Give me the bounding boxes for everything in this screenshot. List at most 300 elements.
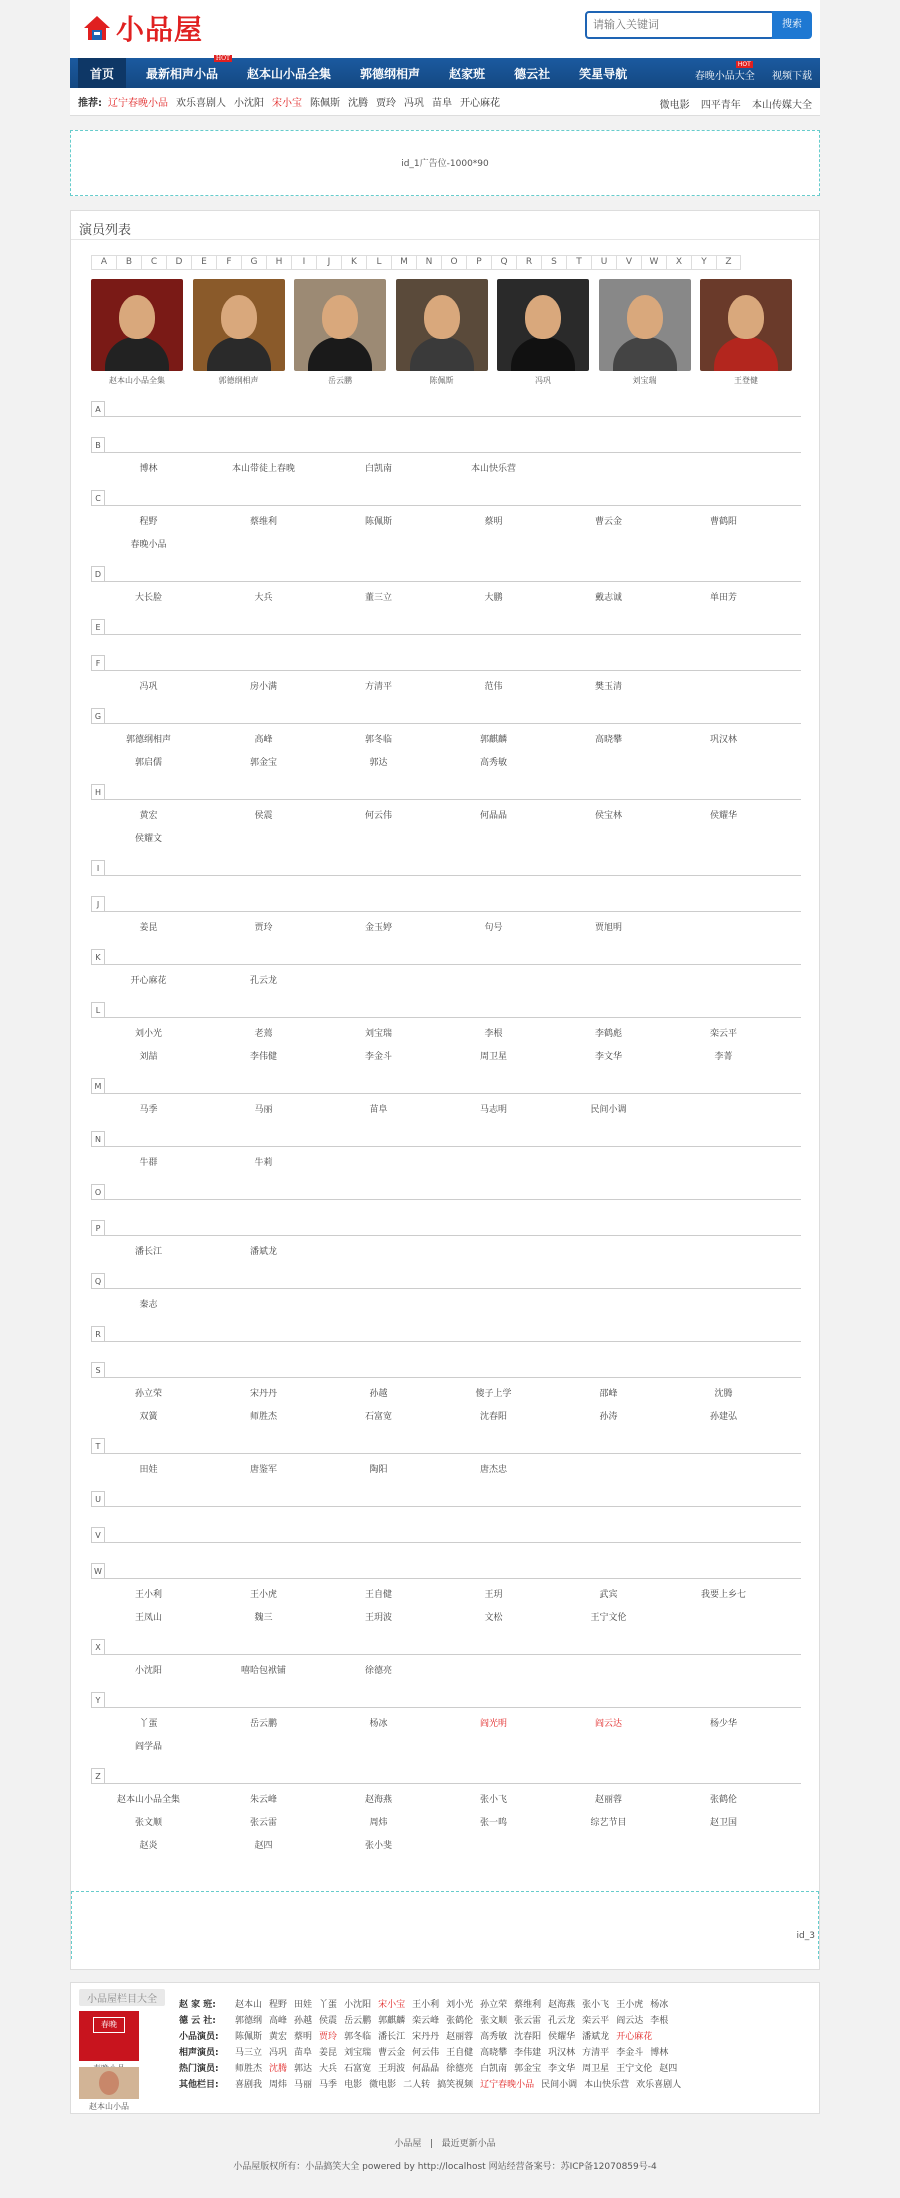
actor-link[interactable]: 春晚小品 <box>130 540 167 550</box>
directory-link[interactable]: 何云伟 <box>412 2047 440 2058</box>
letter-index-item[interactable]: Z <box>716 255 741 270</box>
actor-photo[interactable] <box>700 279 792 371</box>
actor-link[interactable]: 潘斌龙 <box>249 1247 277 1257</box>
actor-link[interactable]: 牛群 <box>139 1158 158 1168</box>
directory-link[interactable]: 开心麻花 <box>616 2031 653 2042</box>
portrait-face <box>525 295 561 339</box>
nav-item-deyunshe[interactable]: 德云社 <box>514 66 551 81</box>
directory-link[interactable]: 白凯南 <box>480 2063 508 2074</box>
letter-index-item[interactable]: D <box>166 255 191 270</box>
actor-photo[interactable] <box>193 279 285 371</box>
directory-link[interactable]: 高晓攀 <box>480 2047 508 2058</box>
actor-link[interactable]: 金玉婷 <box>364 923 392 933</box>
directory-link[interactable]: 宋小宝 <box>378 1999 406 2010</box>
ad-label: id_3 <box>796 1931 815 1941</box>
actor-link[interactable]: 博林 <box>139 464 158 474</box>
actor-link[interactable]: 何云伟 <box>364 811 392 821</box>
recommend-link[interactable]: 苗阜 <box>432 98 452 109</box>
directory-link[interactable]: 孙立荣 <box>480 1999 508 2010</box>
gala-poster[interactable] <box>79 2011 139 2061</box>
actor-caption[interactable]: 陈佩斯 <box>429 376 454 385</box>
letter-section <box>91 1527 801 1543</box>
nav-item-zhaobenshan[interactable]: 赵本山小品全集 <box>247 66 332 81</box>
actor-link[interactable]: 阎学晶 <box>134 1742 162 1752</box>
directory-link[interactable]: 岳云鹏 <box>344 2015 372 2026</box>
actor-link[interactable]: 杨冰 <box>369 1719 388 1729</box>
actor-link[interactable]: 徐德亮 <box>364 1666 392 1676</box>
directory-link[interactable]: 孙越 <box>294 2015 313 2026</box>
actor-link[interactable]: 张鹤伦 <box>709 1795 737 1805</box>
actor-link[interactable]: 孙建弘 <box>709 1412 737 1422</box>
recommend-right-link[interactable]: 本山传媒大全 <box>752 100 812 111</box>
directory-link[interactable]: 刘小光 <box>446 1999 474 2010</box>
letter-index-item[interactable]: J <box>316 255 341 270</box>
actor-link[interactable]: 张小斐 <box>364 1841 392 1851</box>
actor-link[interactable]: 刘喆 <box>139 1052 158 1062</box>
actor-link[interactable]: 冯巩 <box>139 682 158 692</box>
directory-link[interactable]: 喜剧我 <box>235 2079 263 2090</box>
directory-link[interactable]: 黄宏 <box>269 2031 288 2042</box>
actor-link[interactable]: 程野 <box>139 517 158 527</box>
recommend-link[interactable]: 冯巩 <box>404 98 424 109</box>
directory-link[interactable]: 侯震 <box>319 2015 338 2026</box>
actor-link[interactable]: 刘宝瑞 <box>364 1029 392 1039</box>
actor-link[interactable]: 魏三 <box>254 1613 273 1623</box>
recommend-link[interactable]: 欢乐喜剧人 <box>176 98 226 109</box>
actor-link[interactable]: 杨少华 <box>709 1719 737 1729</box>
directory-link[interactable]: 民间小调 <box>541 2079 578 2090</box>
actor-link[interactable]: 宋丹丹 <box>249 1389 277 1399</box>
letter-index-item[interactable]: Y <box>691 255 716 270</box>
actor-photo[interactable] <box>294 279 386 371</box>
nav-item-star-nav[interactable]: 笑星导航 <box>579 66 628 81</box>
actor-link[interactable]: 侯耀文 <box>134 834 162 844</box>
section-letter: J <box>91 896 105 912</box>
actor-link[interactable]: 李鹤彪 <box>594 1029 622 1039</box>
actor-link[interactable]: 苗阜 <box>369 1105 388 1115</box>
letter-index-item[interactable]: X <box>666 255 691 270</box>
directory-link[interactable]: 师胜杰 <box>235 2063 263 2074</box>
actor-link[interactable]: 阎光明 <box>479 1719 507 1729</box>
zhaobenshan-poster-caption[interactable]: 赵本山小品 <box>89 2102 129 2111</box>
actor-link[interactable]: 邵峰 <box>599 1389 618 1399</box>
actor-link[interactable]: 王凤山 <box>134 1613 162 1623</box>
directory-link[interactable]: 马丽 <box>294 2079 313 2090</box>
actor-link[interactable]: 李根 <box>484 1029 503 1039</box>
actor-caption[interactable]: 冯巩 <box>535 376 551 385</box>
letter-index-item[interactable]: M <box>391 255 416 270</box>
directory-link[interactable]: 沈春阳 <box>514 2031 542 2042</box>
search-button[interactable]: 搜索 <box>772 11 812 39</box>
section-divider <box>91 1093 801 1094</box>
actor-link[interactable]: 王玥波 <box>364 1613 392 1623</box>
letter-index-item[interactable]: P <box>466 255 491 270</box>
directory-link[interactable]: 王宁文伦 <box>616 2063 653 2074</box>
recommend-link[interactable]: 宋小宝 <box>272 98 302 109</box>
actor-link[interactable]: 房小满 <box>249 682 277 692</box>
actor-link[interactable]: 王自健 <box>364 1590 392 1600</box>
actor-link[interactable]: 开心麻花 <box>130 976 167 986</box>
footer-separator: | <box>429 2139 434 2149</box>
ad-banner-top[interactable]: id_1广告位-1000*90 <box>70 130 820 196</box>
actor-link[interactable]: 嘻哈包袱铺 <box>240 1666 286 1676</box>
directory-link[interactable]: 潘长江 <box>378 2031 406 2042</box>
actor-link[interactable]: 大鹏 <box>484 593 503 603</box>
directory-link[interactable]: 大兵 <box>319 2063 338 2074</box>
actor-link[interactable]: 民间小调 <box>590 1105 627 1115</box>
directory-link[interactable]: 郭麒麟 <box>378 2015 406 2026</box>
directory-link[interactable]: 张小飞 <box>582 1999 610 2010</box>
letter-index-item[interactable]: F <box>216 255 241 270</box>
directory-link[interactable]: 方清平 <box>582 2047 610 2058</box>
directory-link[interactable]: 田娃 <box>294 1999 313 2010</box>
actor-link[interactable]: 高晓攀 <box>594 735 622 745</box>
actor-link[interactable]: 文松 <box>484 1613 503 1623</box>
letter-section <box>91 1184 801 1200</box>
directory-link[interactable]: 张鹤伦 <box>446 2015 474 2026</box>
directory-link[interactable]: 贾玲 <box>319 2031 338 2042</box>
letter-index-item[interactable]: W <box>641 255 666 270</box>
actor-link[interactable]: 赵炎 <box>139 1841 158 1851</box>
actor-link[interactable]: 巩汉林 <box>709 735 737 745</box>
actor-link[interactable]: 孔云龙 <box>249 976 277 986</box>
actor-link[interactable]: 张一鸣 <box>479 1818 507 1828</box>
actor-link[interactable]: 武宾 <box>599 1590 618 1600</box>
actor-link[interactable]: 赵卫国 <box>709 1818 737 1828</box>
section-divider <box>91 1707 801 1708</box>
actor-link[interactable]: 李伟健 <box>249 1052 277 1062</box>
directory-link[interactable]: 何晶晶 <box>412 2063 440 2074</box>
directory-link[interactable]: 蔡维利 <box>514 1999 542 2010</box>
actor-caption[interactable]: 王登健 <box>734 376 758 385</box>
directory-link[interactable]: 微电影 <box>369 2079 397 2090</box>
actor-link[interactable]: 郭麒麟 <box>479 735 507 745</box>
actor-link[interactable]: 高秀敏 <box>479 758 507 768</box>
actor-link[interactable]: 本山快乐营 <box>470 464 516 474</box>
directory-link[interactable]: 李伟建 <box>514 2047 542 2058</box>
actor-link[interactable]: 郭金宝 <box>249 758 277 768</box>
letter-index-item[interactable]: A <box>91 255 116 270</box>
letter-index-item[interactable]: T <box>566 255 591 270</box>
directory-link[interactable]: 郭冬临 <box>344 2031 372 2042</box>
actor-link[interactable]: 刘小光 <box>134 1029 162 1039</box>
directory-link[interactable]: 高峰 <box>269 2015 288 2026</box>
directory-link[interactable]: 侯耀华 <box>548 2031 576 2042</box>
directory-link[interactable]: 曹云金 <box>378 2047 406 2058</box>
letter-index-item[interactable]: V <box>616 255 641 270</box>
directory-link[interactable]: 程野 <box>269 1999 288 2010</box>
actor-link[interactable]: 阎云达 <box>594 1719 622 1729</box>
actor-link[interactable]: 师胜杰 <box>249 1412 277 1422</box>
nav-item-latest[interactable] <box>146 54 231 82</box>
directory-link[interactable]: 潘斌龙 <box>582 2031 610 2042</box>
actor-photo[interactable] <box>396 279 488 371</box>
actor-link[interactable]: 张文顺 <box>134 1818 162 1828</box>
ad-banner-bottom[interactable] <box>71 1891 819 1959</box>
actor-link[interactable]: 沈春阳 <box>479 1412 507 1422</box>
directory-link[interactable]: 郭达 <box>294 2063 313 2074</box>
actor-link[interactable]: 郭达 <box>369 758 388 768</box>
directory-link[interactable]: 孔云龙 <box>548 2015 576 2026</box>
footer-link-home[interactable]: 小品屋 <box>394 2139 422 2149</box>
actor-link[interactable]: 曹云金 <box>594 517 622 527</box>
recommend-link[interactable]: 小沈阳 <box>234 98 264 109</box>
letter-index-item[interactable]: I <box>291 255 316 270</box>
actor-link[interactable]: 岳云鹏 <box>249 1719 277 1729</box>
actor-link[interactable]: 樊玉清 <box>594 682 622 692</box>
actor-link[interactable]: 周炜 <box>369 1818 388 1828</box>
actor-link[interactable]: 丫蛋 <box>139 1719 158 1729</box>
actor-link[interactable]: 王小利 <box>134 1590 162 1600</box>
actor-link[interactable]: 李文华 <box>594 1052 622 1062</box>
section-head <box>91 1220 801 1236</box>
search-input[interactable] <box>585 11 775 39</box>
directory-link[interactable]: 周炜 <box>269 2079 288 2090</box>
site-logo[interactable] <box>82 8 203 48</box>
directory-link[interactable]: 张文顺 <box>480 2015 508 2026</box>
actor-link[interactable]: 综艺节目 <box>590 1818 627 1828</box>
actor-names <box>91 453 801 490</box>
actor-names <box>91 1454 801 1491</box>
actor-link[interactable]: 郭德纲相声 <box>125 735 171 745</box>
featured-actor[interactable] <box>599 279 691 386</box>
letter-index-item[interactable]: Q <box>491 255 516 270</box>
recommend-right-link[interactable]: 四平青年 <box>700 100 741 111</box>
actor-link[interactable]: 傻子上学 <box>475 1389 512 1399</box>
featured-actor[interactable] <box>193 279 285 386</box>
directory-link[interactable]: 高秀敏 <box>480 2031 508 2042</box>
actor-link[interactable]: 句号 <box>484 923 503 933</box>
actor-link[interactable]: 马丽 <box>254 1105 273 1115</box>
letter-index-item[interactable]: H <box>266 255 291 270</box>
actor-link[interactable]: 唐杰忠 <box>479 1465 507 1475</box>
actor-link[interactable]: 本山带徒上春晚 <box>231 464 295 474</box>
directory-link[interactable]: 杨冰 <box>650 1999 669 2010</box>
recommend-link[interactable]: 辽宁春晚小品 <box>108 98 168 109</box>
featured-actor[interactable] <box>497 279 589 386</box>
actor-link[interactable]: 张云雷 <box>249 1818 277 1828</box>
directory-link[interactable]: 栾云峰 <box>412 2015 440 2026</box>
actor-link[interactable]: 侯震 <box>254 811 273 821</box>
directory-link[interactable]: 丫蛋 <box>319 1999 338 2010</box>
actor-link[interactable]: 陶阳 <box>369 1465 388 1475</box>
actor-names <box>91 912 801 949</box>
directory-link[interactable]: 电影 <box>344 2079 363 2090</box>
directory-link[interactable]: 宋丹丹 <box>412 2031 440 2042</box>
recommend-link[interactable]: 沈腾 <box>348 98 368 109</box>
nav-item-guodegang[interactable]: 郭德纲相声 <box>360 66 421 81</box>
featured-actor[interactable] <box>700 279 792 386</box>
actor-link[interactable]: 赵本山小品全集 <box>116 1795 180 1805</box>
actor-link[interactable]: 王宁文伦 <box>590 1613 627 1623</box>
section-head <box>91 1273 801 1289</box>
actor-link[interactable]: 双簧 <box>139 1412 158 1422</box>
directory-link[interactable]: 李金斗 <box>616 2047 644 2058</box>
actor-link[interactable]: 范伟 <box>484 682 503 692</box>
actor-caption[interactable]: 岳云鹏 <box>328 376 352 385</box>
actor-link[interactable]: 王小虎 <box>249 1590 277 1600</box>
actor-link[interactable]: 赵丽蓉 <box>594 1795 622 1805</box>
actor-link[interactable]: 石富宽 <box>364 1412 392 1422</box>
directory-link[interactable]: 辽宁春晚小品 <box>480 2079 535 2090</box>
directory-link[interactable]: 王小利 <box>412 1999 440 2010</box>
actor-link[interactable]: 沈腾 <box>714 1389 733 1399</box>
directory-link[interactable]: 张云雷 <box>514 2015 542 2026</box>
letter-index-item[interactable]: E <box>191 255 216 270</box>
actor-link[interactable]: 孙越 <box>369 1389 388 1399</box>
actor-link[interactable]: 戴志诚 <box>594 593 622 603</box>
directory-link[interactable]: 王自健 <box>446 2047 474 2058</box>
letter-index-item[interactable]: L <box>366 255 391 270</box>
actor-link[interactable]: 高峰 <box>254 735 273 745</box>
actor-link[interactable]: 栾云平 <box>709 1029 737 1039</box>
actor-link[interactable]: 牛莉 <box>254 1158 273 1168</box>
directory-link[interactable]: 刘宝瑞 <box>344 2047 372 2058</box>
directory-link[interactable]: 小沈阳 <box>344 1999 372 2010</box>
actor-link[interactable]: 蔡维利 <box>249 517 277 527</box>
recommend-link[interactable]: 陈佩斯 <box>310 98 340 109</box>
actor-photo[interactable] <box>599 279 691 371</box>
letter-index-item[interactable]: C <box>141 255 166 270</box>
featured-actors <box>91 279 802 386</box>
directory-link[interactable]: 本山快乐营 <box>584 2079 630 2090</box>
actor-link[interactable]: 秦志 <box>139 1300 158 1310</box>
actor-link[interactable]: 周卫星 <box>479 1052 507 1062</box>
actor-link[interactable]: 姜昆 <box>139 923 158 933</box>
actor-link[interactable]: 田娃 <box>139 1465 158 1475</box>
actor-link[interactable]: 李金斗 <box>364 1052 392 1062</box>
actor-link[interactable]: 唐鉴军 <box>249 1465 277 1475</box>
directory-link[interactable]: 赵本山 <box>235 1999 263 2010</box>
actor-link[interactable]: 贾玲 <box>254 923 273 933</box>
actor-link[interactable]: 赵海燕 <box>364 1795 392 1805</box>
directory-link[interactable]: 徐德亮 <box>446 2063 474 2074</box>
actor-link[interactable]: 老蔫 <box>254 1029 273 1039</box>
actor-link[interactable]: 孙涛 <box>599 1412 618 1422</box>
directory-link[interactable]: 栾云平 <box>582 2015 610 2026</box>
actor-link[interactable]: 何晶晶 <box>479 811 507 821</box>
actor-link[interactable]: 小沈阳 <box>134 1666 162 1676</box>
nav-link-gala[interactable] <box>681 61 755 82</box>
directory-link[interactable]: 李根 <box>650 2015 669 2026</box>
directory-link[interactable]: 周卫星 <box>582 2063 610 2074</box>
zhaobenshan-poster[interactable] <box>79 2067 139 2099</box>
directory-link[interactable]: 赵海燕 <box>548 1999 576 2010</box>
actor-link[interactable]: 黄宏 <box>139 811 158 821</box>
nav-item-home[interactable]: 首页 <box>78 58 126 89</box>
directory-link[interactable]: 马季 <box>319 2079 338 2090</box>
nav-link-download[interactable]: 视频下载 <box>772 71 812 82</box>
actor-link[interactable]: 马志明 <box>479 1105 507 1115</box>
actor-caption[interactable]: 刘宝瑞 <box>632 376 657 385</box>
letter-index-item[interactable]: B <box>116 255 141 270</box>
featured-actor[interactable] <box>294 279 386 386</box>
directory-link[interactable]: 沈腾 <box>269 2063 288 2074</box>
actor-link[interactable]: 郭启儒 <box>134 758 162 768</box>
directory-link[interactable]: 阎云达 <box>616 2015 644 2026</box>
directory-link[interactable]: 巩汉林 <box>548 2047 576 2058</box>
actor-caption[interactable]: 郭德纲相声 <box>218 376 259 385</box>
recommend-right-link[interactable]: 微电影 <box>659 100 690 111</box>
directory-link[interactable]: 马三立 <box>235 2047 263 2058</box>
actor-link[interactable]: 赵四 <box>254 1841 273 1851</box>
directory-row <box>179 1995 688 2011</box>
actor-link[interactable]: 贾旭明 <box>594 923 622 933</box>
house-logo-icon <box>82 14 112 42</box>
directory-link[interactable]: 陈佩斯 <box>235 2031 263 2042</box>
letter-index-item[interactable]: N <box>416 255 441 270</box>
letter-section <box>91 1362 801 1438</box>
directory-link[interactable]: 欢乐喜剧人 <box>636 2079 682 2090</box>
actor-link[interactable]: 曹鹤阳 <box>709 517 737 527</box>
directory-link[interactable]: 李文华 <box>548 2063 576 2074</box>
actor-link[interactable]: 马季 <box>139 1105 158 1115</box>
directory-link[interactable]: 博林 <box>650 2047 669 2058</box>
letter-index-item[interactable]: S <box>541 255 566 270</box>
directory-link[interactable]: 苗阜 <box>294 2047 313 2058</box>
actor-link[interactable]: 孙立荣 <box>134 1389 162 1399</box>
actor-link[interactable]: 侯宝林 <box>594 811 622 821</box>
letter-index-item[interactable]: U <box>591 255 616 270</box>
letter-index-item[interactable]: O <box>441 255 466 270</box>
actor-link[interactable]: 朱云峰 <box>249 1795 277 1805</box>
actor-link[interactable]: 郭冬临 <box>364 735 392 745</box>
actor-link[interactable]: 白凯南 <box>364 464 392 474</box>
actor-link[interactable]: 王玥 <box>484 1590 503 1600</box>
directory-link[interactable]: 蔡明 <box>294 2031 313 2042</box>
letter-index-item[interactable]: R <box>516 255 541 270</box>
actor-link[interactable]: 蔡明 <box>484 517 503 527</box>
directory-link[interactable]: 冯巩 <box>269 2047 288 2058</box>
recommend-link[interactable]: 贾玲 <box>376 98 396 109</box>
actor-link[interactable]: 董三立 <box>364 593 392 603</box>
directory-link[interactable]: 赵四 <box>659 2063 678 2074</box>
actor-link[interactable]: 大长脸 <box>134 593 162 603</box>
directory-link[interactable]: 搞笑视频 <box>437 2079 474 2090</box>
actor-link[interactable]: 单田芳 <box>709 593 737 603</box>
featured-actor[interactable] <box>91 279 183 386</box>
directory-link[interactable]: 王玥波 <box>378 2063 406 2074</box>
letter-index-item[interactable]: K <box>341 255 366 270</box>
letter-index-item[interactable]: G <box>241 255 266 270</box>
gala-poster-label: 春晚 <box>93 2017 125 2033</box>
directory-link[interactable]: 姜昆 <box>319 2047 338 2058</box>
directory-link[interactable]: 赵丽蓉 <box>446 2031 474 2042</box>
actor-link[interactable]: 方清平 <box>364 682 392 692</box>
directory-link[interactable]: 郭德纲 <box>235 2015 263 2026</box>
actor-link[interactable]: 潘长江 <box>134 1247 162 1257</box>
section-letter: W <box>91 1563 105 1579</box>
actor-link[interactable]: 大兵 <box>254 593 273 603</box>
letter-section <box>91 1220 801 1273</box>
nav-item-zhaojiaban[interactable]: 赵家班 <box>449 66 486 81</box>
featured-actor[interactable] <box>396 279 488 386</box>
directory-link[interactable]: 郭金宝 <box>514 2063 542 2074</box>
actor-link[interactable]: 我要上乡七 <box>700 1590 746 1600</box>
footer-link-latest[interactable]: 最近更新小品 <box>441 2139 496 2149</box>
actor-link[interactable]: 侯耀华 <box>709 811 737 821</box>
directory-link[interactable]: 王小虎 <box>616 1999 644 2010</box>
actor-photo[interactable] <box>91 279 183 371</box>
directory-link[interactable]: 二人转 <box>403 2079 431 2090</box>
recommend-link[interactable]: 开心麻花 <box>460 98 500 109</box>
actor-photo[interactable] <box>497 279 589 371</box>
actor-caption[interactable]: 赵本山小品全集 <box>109 376 165 385</box>
directory-link[interactable]: 石富宽 <box>344 2063 372 2074</box>
actor-link[interactable]: 陈佩斯 <box>364 517 392 527</box>
actor-link[interactable]: 张小飞 <box>479 1795 507 1805</box>
actor-link[interactable]: 李菁 <box>714 1052 733 1062</box>
